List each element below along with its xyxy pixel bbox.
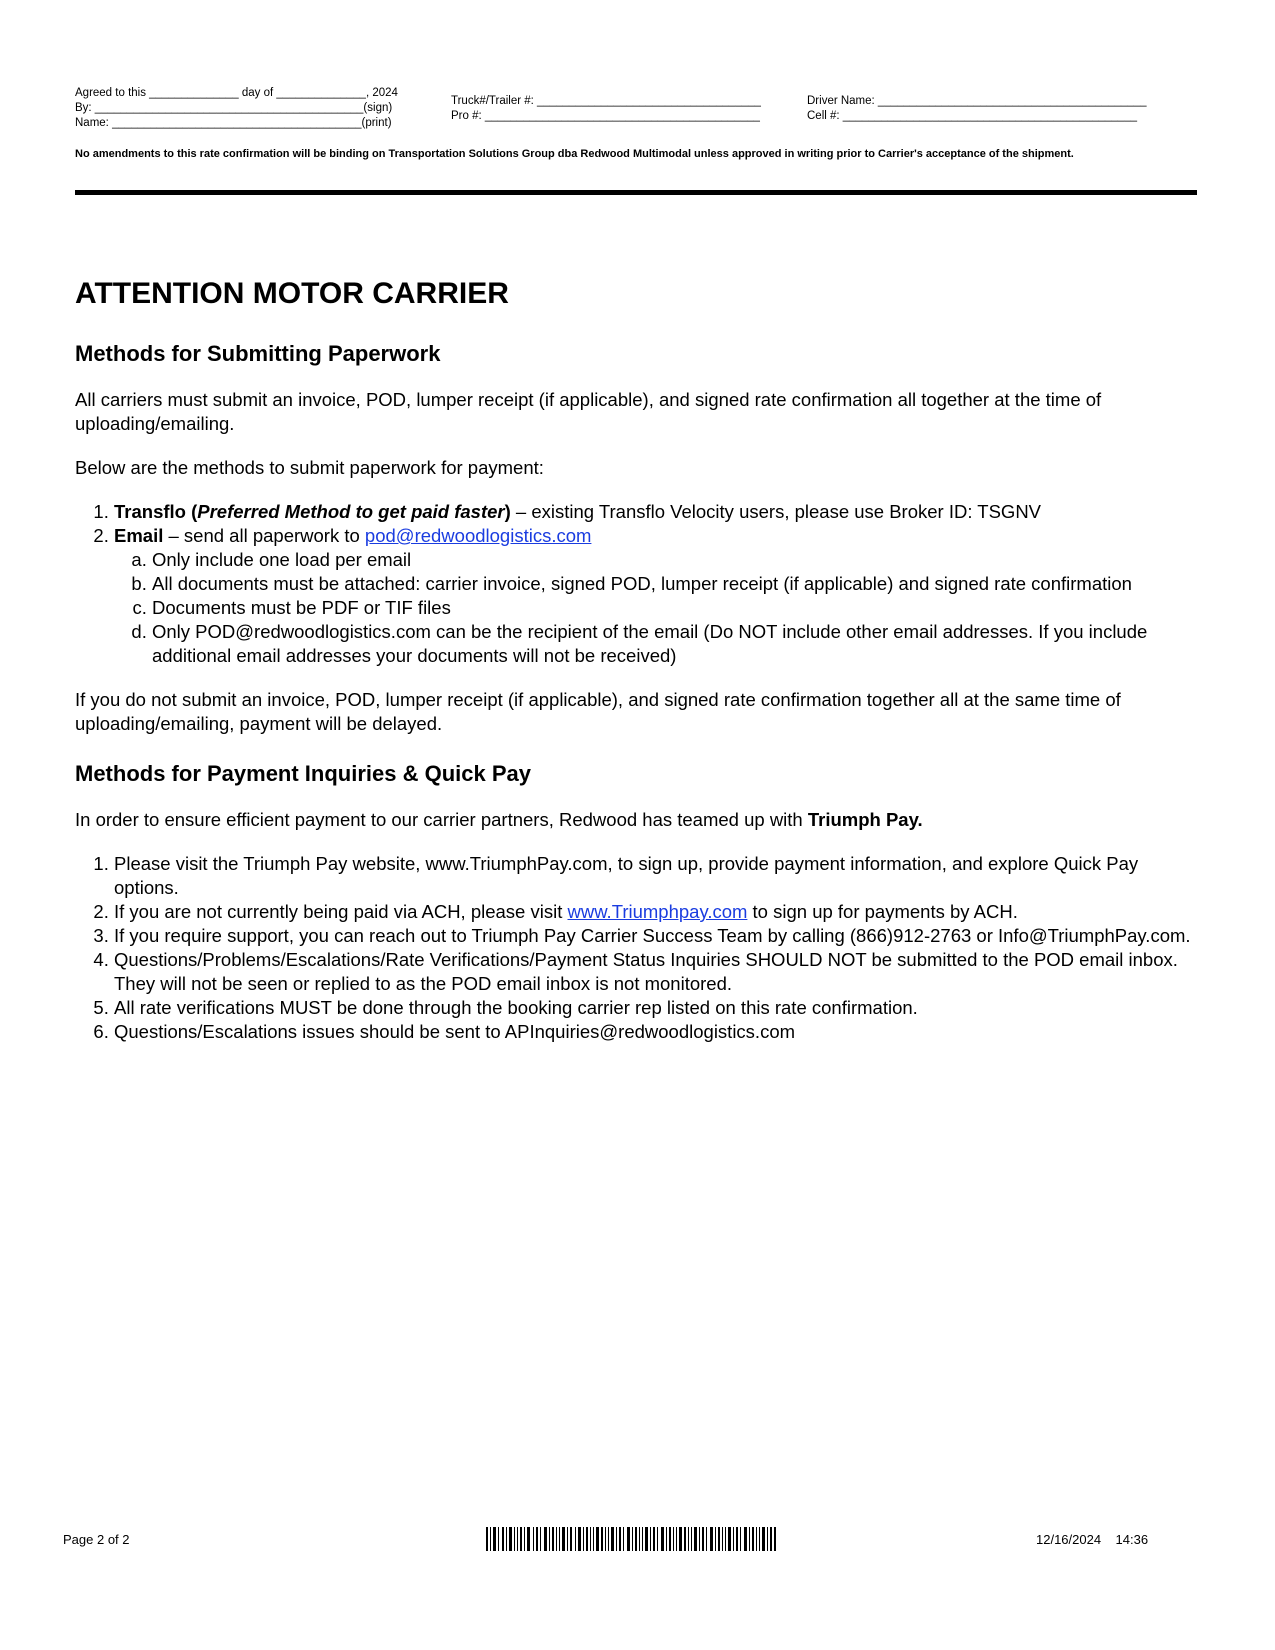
page-number: Page 2 of 2 [63, 1532, 130, 1547]
signature-block [75, 86, 425, 131]
list-item: c. Documents must be PDF or TIF files [152, 596, 1205, 620]
email-text: – send all paperwork to [163, 525, 365, 546]
list-item: a. Only include one load per email [152, 548, 1205, 572]
section-heading-payment: Methods for Payment Inquiries & Quick Pay [75, 761, 531, 786]
pod-email-link[interactable]: pod@redwoodlogistics.com [364, 525, 592, 546]
payment-intro [75, 808, 1205, 832]
transflo-text: – existing Transflo Velocity users, please use Broker ID: TSGNV [510, 501, 1042, 522]
cell-line: Cell #: ______________________________________________ [807, 110, 1137, 122]
print-date: 12/16/2024 [1036, 1532, 1102, 1547]
methods-intro: Below are the methods to submit paperwork for payment: [75, 457, 544, 478]
main-content [75, 276, 1205, 1064]
list-item: b. All documents must be attached: carrier invoice, signed POD, lumper receipt (if applicable) and signed rate confirmation [152, 572, 1205, 596]
paperwork-intro: All carriers must submit an invoice, POD, lumper receipt (if applicable), and signed rate confirmation all together at the time of uploading/emailing. [75, 389, 1102, 434]
section-heading-paperwork: Methods for Submitting Paperwork [75, 341, 441, 366]
delay-warning: If you do not submit an invoice, POD, lumper receipt (if applicable), and signed rate confirmation together all at the same time of uploading/emailing, payment will be delayed. [75, 689, 1121, 734]
list-item: 5. All rate verifications MUST be done through the booking carrier rep listed on this rate confirmation. [114, 996, 1205, 1020]
list-item: 1. Please visit the Triumph Pay website, www.TriumphPay.com, to sign up, provide payment information, and explore Quick Pay options. [114, 852, 1205, 900]
list-item: 6. Questions/Escalations issues should be sent to APInquiries@redwoodlogistics.com [114, 1020, 1205, 1044]
triumphpay-link[interactable]: www.Triumphpay.com [567, 901, 748, 922]
payment-inquiry-list [75, 852, 1205, 1044]
print-timestamp [1036, 1532, 1148, 1547]
list-item [114, 900, 1205, 924]
amendment-notice: No amendments to this rate confirmation will be binding on Transportation Solutions Group dba Redwood Multimodal unless approved in writing prior to Carrier's acceptance of the shipment. [75, 148, 1074, 160]
preferred-note: Preferred Method to get paid faster [197, 501, 505, 522]
triumph-pay-label: Triumph Pay. [807, 809, 923, 830]
transflo-label-end: ) [504, 501, 511, 522]
list-item [114, 500, 1205, 524]
driver-block [807, 94, 1177, 124]
by-line: By: __________________________________________(sign) [75, 102, 393, 114]
page-title: ATTENTION MOTOR CARRIER [75, 277, 509, 310]
list-item [114, 524, 1205, 668]
transflo-label: Transflo ( [114, 501, 198, 522]
submission-methods-list [75, 500, 1205, 668]
name-line: Name: _______________________________________(print) [75, 117, 392, 129]
agreed-line: Agreed to this ______________ day of ______________, 2024 [75, 87, 398, 99]
driver-name-line: Driver Name: __________________________________________ [807, 95, 1147, 107]
ach-text: If you are not currently being paid via ACH, please visit [114, 901, 568, 922]
truck-block [451, 94, 781, 124]
list-item: 4. Questions/Problems/Escalations/Rate Verifications/Payment Status Inquiries SHOULD NOT be submitted to the POD email inbox. They will not be seen or replied to as the POD email inbox is not monitored. [114, 948, 1205, 996]
payment-intro-text: In order to ensure efficient payment to our carrier partners, Redwood has teamed up with [75, 809, 808, 830]
list-item: 3. If you require support, you can reach out to Triumph Pay Carrier Success Team by calling (866)912-2763 or Info@TriumphPay.com. [114, 924, 1205, 948]
email-label: Email [114, 525, 164, 546]
email-rules-list [114, 548, 1205, 668]
print-time: 14:36 [1115, 1532, 1149, 1547]
ach-text-end: to sign up for payments by ACH. [747, 901, 1018, 922]
truck-trailer-line: Truck#/Trailer #: ___________________________________ [451, 95, 761, 107]
pro-line: Pro #: ___________________________________________ [451, 110, 760, 122]
header-divider [75, 190, 1197, 195]
list-item: d. Only POD@redwoodlogistics.com can be the recipient of the email (Do NOT include other email addresses. If you include additional email addresses your documents will not be received) [152, 620, 1205, 668]
barcode-image [486, 1527, 776, 1551]
